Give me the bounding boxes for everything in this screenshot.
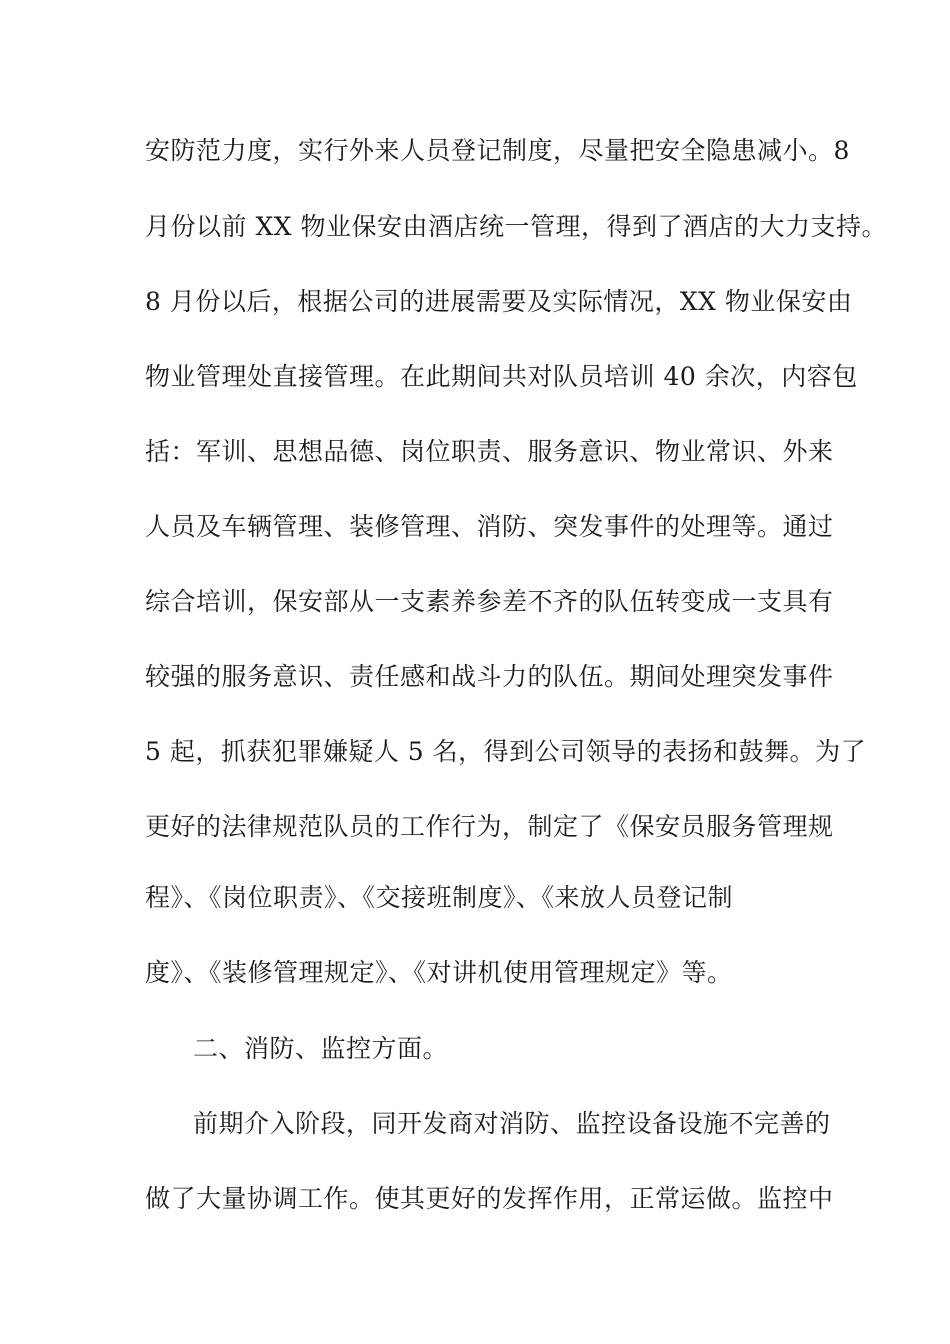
text-line: 8 月份以后，根据公司的进展需要及实际情况，XX 物业保安由 bbox=[145, 287, 853, 316]
text-line: 括：军训、思想品德、岗位职责、服务意识、物业常识、外来 bbox=[145, 437, 834, 466]
section-heading: 二、消防、监控方面。 bbox=[193, 1034, 449, 1063]
text-line: 较强的服务意识、责任感和战斗力的队伍。期间处理突发事件 bbox=[145, 662, 834, 691]
text-line: 月份以前 XX 物业保安由酒店统一管理，得到了酒店的大力支持。 bbox=[145, 212, 887, 241]
text-line: 5 起，抓获犯罪嫌疑人 5 名，得到公司领导的表扬和鼓舞。为了 bbox=[145, 737, 867, 766]
text-line: 人员及车辆管理、装修管理、消防、突发事件的处理等。通过 bbox=[145, 512, 834, 541]
text-line: 安防范力度，实行外来人员登记制度，尽量把安全隐患减小。8 bbox=[145, 136, 850, 165]
text-line: 做了大量协调工作。使其更好的发挥作用，正常运做。监控中 bbox=[145, 1184, 834, 1213]
text-line: 更好的法律规范队员的工作行为，制定了《保安员服务管理规 bbox=[145, 812, 834, 841]
text-line: 物业管理处直接管理。在此期间共对队员培训 40 余次，内容包 bbox=[145, 362, 858, 391]
text-line: 度》、《装修管理规定》、《对讲机使用管理规定》等。 bbox=[145, 958, 733, 987]
text-line: 程》、《岗位职责》、《交接班制度》、《来放人员登记制 bbox=[145, 883, 734, 912]
text-line: 综合培训，保安部从一支素养参差不齐的队伍转变成一支具有 bbox=[145, 587, 834, 616]
text-line: 前期介入阶段，同开发商对消防、监控设备设施不完善的 bbox=[193, 1109, 831, 1138]
